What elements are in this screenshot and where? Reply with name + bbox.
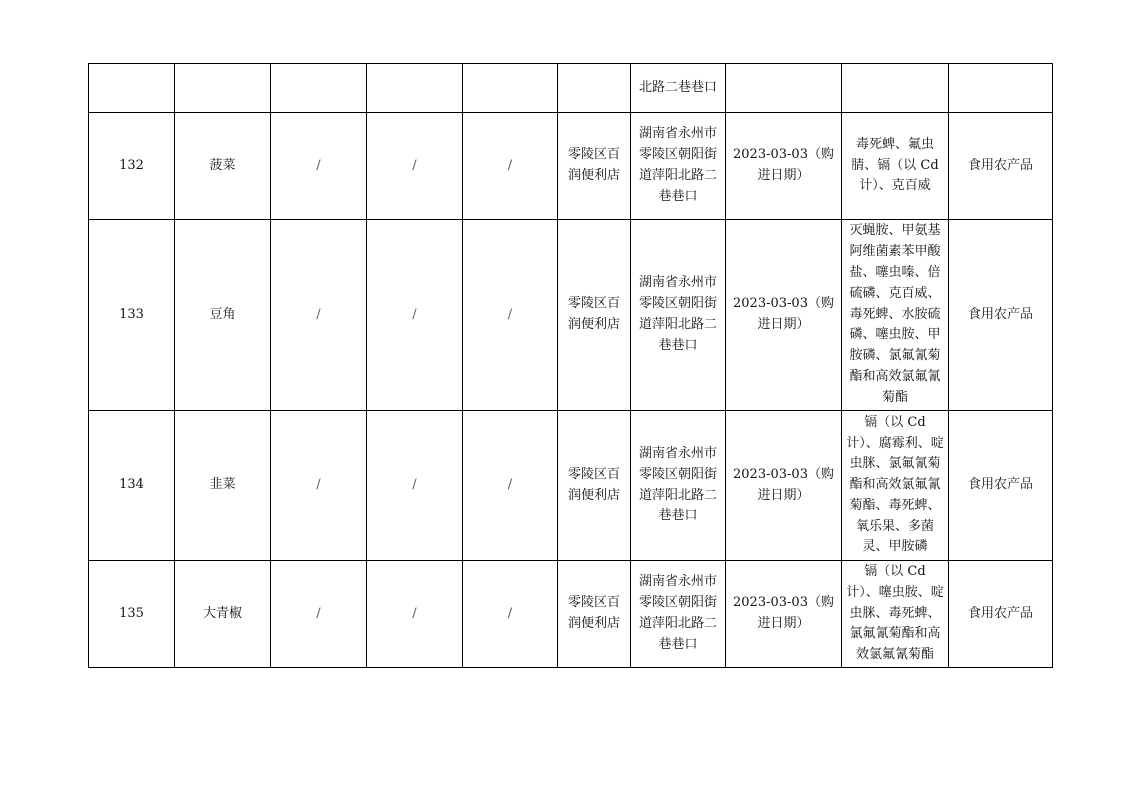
cell-date: 2023-03-03（购进日期） bbox=[726, 561, 842, 668]
cell-category: 食用农产品 bbox=[949, 220, 1053, 411]
cell-test-items: 灭蝇胺、甲氨基阿维菌素苯甲酸盐、噻虫嗪、倍硫磷、克百威、毒死蜱、水胺硫磷、噻虫胺、甲胺磷、氯氟氰菊酯和高效氯氟氰菊酯 bbox=[842, 220, 949, 411]
cell-placeholder: / bbox=[271, 561, 367, 668]
cell-placeholder: / bbox=[367, 220, 463, 411]
cell-placeholder: / bbox=[367, 113, 463, 220]
cell-category: 食用农产品 bbox=[949, 113, 1053, 220]
cell-placeholder: / bbox=[463, 411, 558, 561]
table-row bbox=[89, 411, 1053, 561]
cell-number: 132 bbox=[89, 113, 175, 220]
cell-number: 135 bbox=[89, 561, 175, 668]
cell-test-items: 毒死蜱、氟虫腈、镉（以 Cd计）、克百威 bbox=[842, 113, 949, 220]
table-row-continued bbox=[89, 64, 1053, 113]
cell-placeholder: / bbox=[367, 411, 463, 561]
cell-empty bbox=[463, 64, 558, 113]
cell-date: 2023-03-03（购进日期） bbox=[726, 411, 842, 561]
cell-placeholder: / bbox=[463, 561, 558, 668]
cell-number: 133 bbox=[89, 220, 175, 411]
cell-number: 134 bbox=[89, 411, 175, 561]
table-row bbox=[89, 113, 1053, 220]
cell-address: 湖南省永州市零陵区朝阳街道萍阳北路二巷巷口 bbox=[631, 561, 726, 668]
cell-address: 湖南省永州市零陵区朝阳街道萍阳北路二巷巷口 bbox=[631, 220, 726, 411]
cell-placeholder: / bbox=[271, 220, 367, 411]
cell-product-name: 韭菜 bbox=[175, 411, 271, 561]
cell-category: 食用农产品 bbox=[949, 411, 1053, 561]
cell-empty bbox=[949, 64, 1053, 113]
cell-placeholder: / bbox=[463, 220, 558, 411]
cell-store-name: 零陵区百润便利店 bbox=[558, 411, 631, 561]
cell-product-name: 豆角 bbox=[175, 220, 271, 411]
cell-address: 湖南省永州市零陵区朝阳街道萍阳北路二巷巷口 bbox=[631, 411, 726, 561]
cell-store-name: 零陵区百润便利店 bbox=[558, 561, 631, 668]
cell-empty bbox=[558, 64, 631, 113]
cell-empty bbox=[367, 64, 463, 113]
cell-empty bbox=[271, 64, 367, 113]
cell-empty bbox=[726, 64, 842, 113]
cell-store-name: 零陵区百润便利店 bbox=[558, 220, 631, 411]
cell-empty bbox=[842, 64, 949, 113]
cell-category: 食用农产品 bbox=[949, 561, 1053, 668]
cell-date: 2023-03-03（购进日期） bbox=[726, 220, 842, 411]
cell-address: 湖南省永州市零陵区朝阳街道萍阳北路二巷巷口 bbox=[631, 113, 726, 220]
cell-address: 北路二巷巷口 bbox=[631, 64, 726, 113]
cell-empty bbox=[89, 64, 175, 113]
table-row bbox=[89, 220, 1053, 411]
cell-empty bbox=[175, 64, 271, 113]
cell-placeholder: / bbox=[271, 411, 367, 561]
cell-placeholder: / bbox=[271, 113, 367, 220]
cell-placeholder: / bbox=[367, 561, 463, 668]
table-row bbox=[89, 561, 1053, 668]
results-table bbox=[88, 63, 1053, 668]
cell-product-name: 菠菜 bbox=[175, 113, 271, 220]
cell-test-items: 镉（以 Cd 计）、噻虫胺、啶虫脒、毒死蜱、氯氟氰菊酯和高效氯氟氰菊酯 bbox=[842, 561, 949, 668]
cell-test-items: 镉（以 Cd 计）、腐霉利、啶虫脒、氯氟氰菊酯和高效氯氟氰菊酯、毒死蜱、氧乐果、多菌灵、甲胺磷 bbox=[842, 411, 949, 561]
cell-placeholder: / bbox=[463, 113, 558, 220]
cell-store-name: 零陵区百润便利店 bbox=[558, 113, 631, 220]
cell-date: 2023-03-03（购进日期） bbox=[726, 113, 842, 220]
cell-product-name: 大青椒 bbox=[175, 561, 271, 668]
